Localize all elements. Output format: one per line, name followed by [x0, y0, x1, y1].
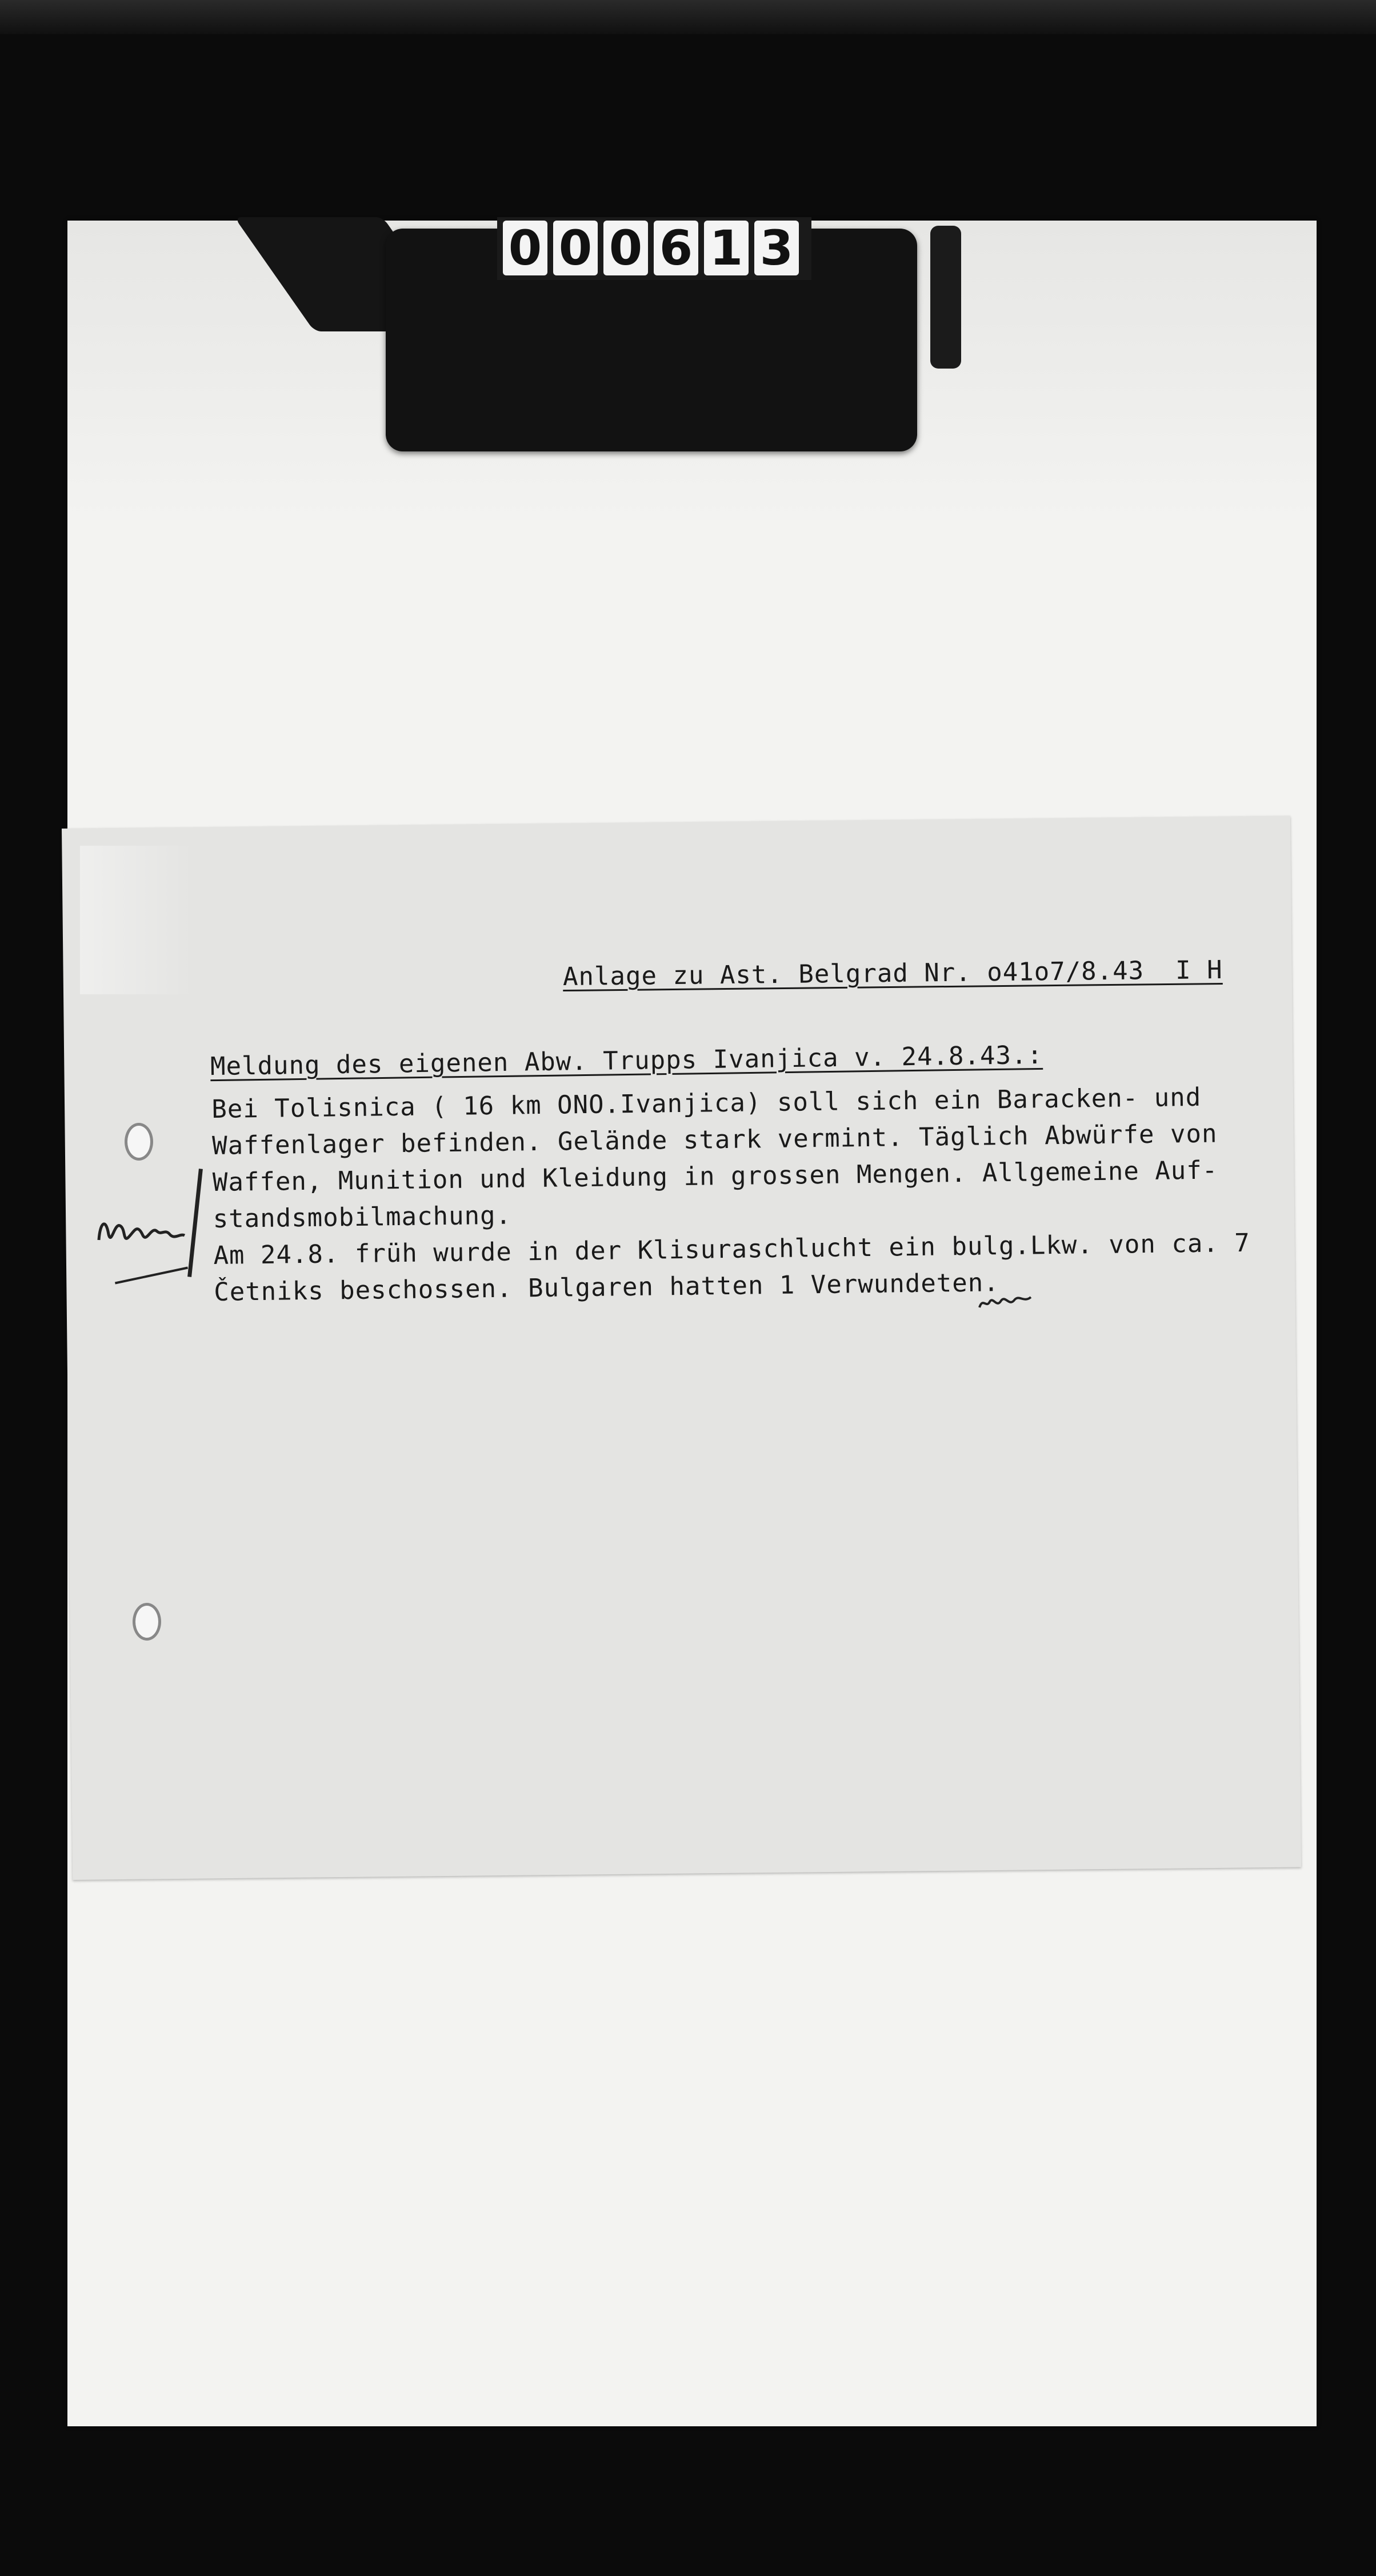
counter-digit: 3 [754, 221, 799, 275]
punch-hole-bottom [133, 1603, 161, 1641]
handwritten-initials [94, 1200, 191, 1263]
film-edge [0, 0, 1376, 34]
body-line: Bei Tolisnica ( 16 km ONO.Ivanjica) soll sich ein Baracken- und [211, 1082, 1202, 1124]
counter-digit: 0 [503, 221, 547, 275]
card-fold-highlight [80, 846, 194, 994]
counter-digit: 0 [603, 221, 648, 275]
report-body [211, 1079, 1251, 1354]
counter-digit: 0 [553, 221, 598, 275]
body-line: standsmobilmachung. [213, 1201, 512, 1234]
counter-digit: 1 [704, 221, 749, 275]
counter-display [497, 217, 811, 280]
body-line: Waffen, Munition und Kleidung in grossen Mengen. Allgemeine Auf- [212, 1155, 1218, 1197]
body-line: Waffenlager befinden. Gelände stark vermint. Täglich Abwürfe von [211, 1119, 1218, 1161]
body-line: Četniks beschossen. Bulgaren hatten 1 Verwundeten. [213, 1268, 1000, 1307]
punch-hole-top [125, 1123, 153, 1161]
counter-digit: 6 [654, 221, 698, 275]
counter-knob [930, 226, 961, 369]
report-heading: Meldung des eigenen Abw. Trupps Ivanjica v. 24.8.43.: [210, 1040, 1043, 1082]
handwritten-checkmark [977, 1291, 1034, 1314]
reference-line: Anlage zu Ast. Belgrad Nr. o41o7/8.43 I H [562, 955, 1223, 992]
body-line: Am 24.8. früh wurde in der Klisuraschlucht ein bulg.Lkw. von ca. 7 [213, 1228, 1251, 1270]
